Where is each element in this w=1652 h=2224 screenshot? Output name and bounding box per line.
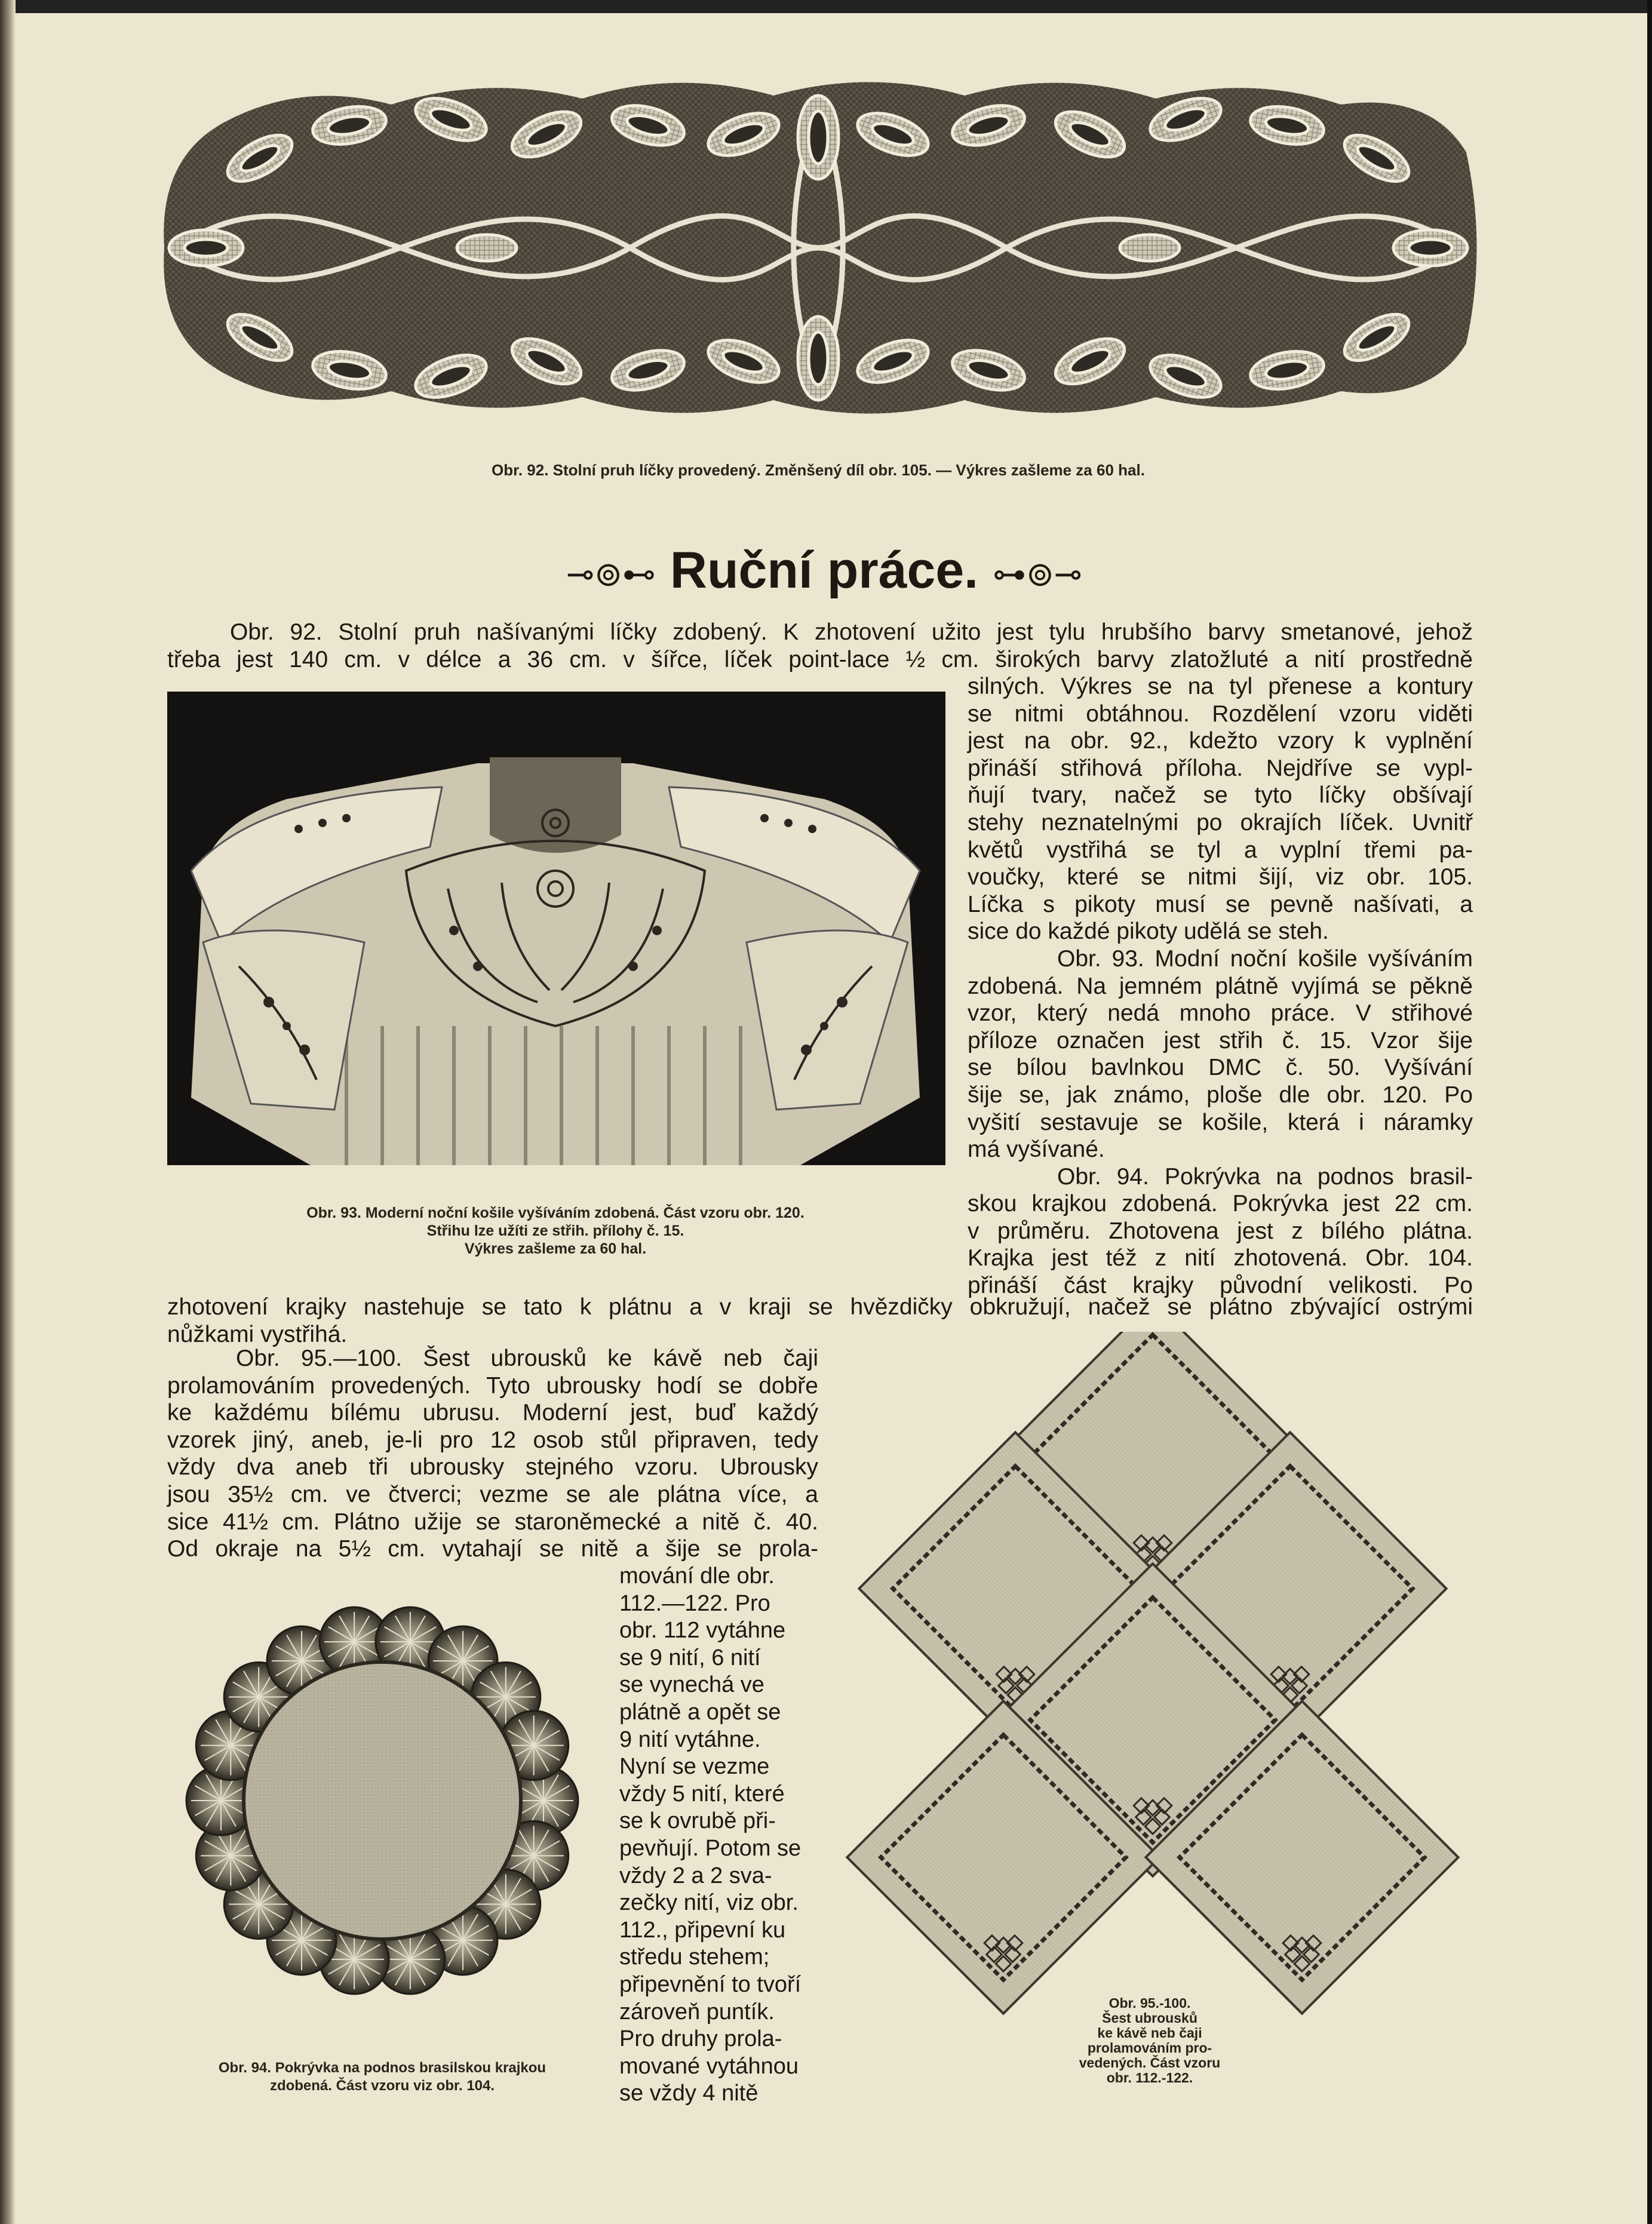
caption-line: Obr. 93. Moderní noční košile vyšíváním zdobená. Část vzoru obr. 120. xyxy=(306,1205,804,1221)
figure-95-100-caption xyxy=(1075,1996,1224,2085)
text-line: se 9 nití, 6 nití xyxy=(619,1645,761,1670)
text-line: se k ovrubě při- xyxy=(619,1808,776,1834)
caption-line: prolamováním pro- xyxy=(1087,2040,1212,2056)
caption-line: Výkres zašleme za 60 hal. xyxy=(464,1240,647,1257)
text-line: Obr. 94. Pokrývka na podnos brasil- xyxy=(1057,1163,1473,1190)
text-line: třeba jest 140 cm. v délce a 36 cm. v šířce, líček point-lace ½ cm. širokých barvy zlatožluté a nití prostředně xyxy=(167,646,1473,672)
text-line: Líčka s pikoty musí se pevně našívati, a xyxy=(968,891,1473,917)
text-line: Obr. 92. Stolní pruh našívanými líčky zdobený. K zhotovení užito jest tylu hrubšího barvy smetanové, jehož xyxy=(230,619,1473,645)
caption-line: Šest ubrousků xyxy=(1102,2010,1197,2026)
text-line: zároveň puntík. xyxy=(619,1999,775,2025)
figure-93-nightgown xyxy=(167,692,945,1165)
text-line: zdobená. Na jemném plátně vyjímá se pěkně xyxy=(968,973,1473,999)
text-line: příloze označen jest střih č. 15. Vzor šije xyxy=(968,1027,1473,1053)
text-line: jest na obr. 92., kdežto vzory k vyplnění xyxy=(968,728,1473,754)
caption-line: Obr. 94. Pokrývka na podnos brasilskou krajkou xyxy=(218,2060,546,2076)
text-line: vzor, který nedá mnoho práce. V střihové xyxy=(968,1000,1473,1027)
text-line: Krajka jest též z nití zhotovená. Obr. 104. xyxy=(968,1245,1473,1271)
text-line: v průměru. Zhotovena jest z bílého plátna. xyxy=(968,1218,1473,1244)
text-line: Od okraje na 5½ cm. vytahají se nitě a šije se prola- xyxy=(167,1536,818,1562)
text-line: šije se, jak známo, ploše dle obr. 120. Po xyxy=(968,1082,1473,1108)
caption-line: zdobená. Část vzoru viz obr. 104. xyxy=(269,2078,495,2094)
ornament-right-icon: ⊶⊚⊸ xyxy=(992,555,1082,593)
text-line: ňují tvary, načež se tyto líčky obšívají xyxy=(968,782,1473,809)
text-line: vždy dva aneb tři ubrousky stejného vzoru. Ubrousky xyxy=(167,1454,818,1480)
figure-93-caption xyxy=(227,1204,884,1258)
text-line: 112., připevní ku xyxy=(619,1917,786,1943)
page-title-text: Ruční práce. xyxy=(670,542,979,599)
text-line: přináší část krajky původní velikosti. Po xyxy=(968,1273,1473,1299)
text-line: přináší střihová příloha. Nejdříve se vypl- xyxy=(968,755,1473,781)
text-line: prolamováním provedených. Tyto ubrousky hodí se dobře xyxy=(167,1372,818,1399)
text-line: se vždy 4 nitě xyxy=(619,2081,759,2106)
text-line: plátně a opět se xyxy=(619,1699,781,1725)
text-line: Nyní se vezme xyxy=(619,1754,770,1780)
text-line: jsou 35½ cm. ve čtverci; vezme se ale plátna více, a xyxy=(167,1481,818,1507)
paragraph-right-column xyxy=(968,673,1473,1300)
text-line: květů vystřihá se tyl a vyplní třemi pa- xyxy=(968,837,1473,863)
text-line: zhotovení krajky nastehuje se tato k plátnu a v kraji se hvězdičky obkružují, načež se plátno zbývající ostrými xyxy=(167,1294,1473,1320)
caption-line: Střihu lze užíti ze střih. přílohy č. 15. xyxy=(426,1222,684,1239)
text-line: se vynechá ve xyxy=(619,1672,764,1698)
text-line: středu stehem; xyxy=(619,1945,770,1970)
scan-right-border xyxy=(1647,0,1652,2224)
text-line: skou krajkou zdobená. Pokrývka jest 22 cm. xyxy=(968,1191,1473,1217)
text-line: sice 41½ cm. Plátno užije se staroněmecké a nitě č. 40. xyxy=(167,1509,818,1535)
text-line: stehy neznatelnými po okrajích líček. Uvnitř xyxy=(968,809,1473,835)
paragraph-left-column xyxy=(167,1345,818,1563)
ornament-left-icon: ⊸⊚⊷ xyxy=(566,555,656,593)
text-line: silných. Výkres se na tyl přenese a kontury xyxy=(968,674,1473,699)
caption-line: vedených. Část vzoru xyxy=(1079,2055,1221,2071)
text-line: mované vytáhnou xyxy=(619,2053,799,2079)
text-line: pevňují. Potom se xyxy=(619,1835,802,1861)
text-line: Pro druhy prola- xyxy=(619,2026,782,2052)
text-line: 112.—122. Pro xyxy=(619,1590,770,1616)
text-line: ke každému bílému ubrusu. Moderní jest, buď každý xyxy=(167,1400,818,1426)
caption-line: ke kávě neb čaji xyxy=(1097,2025,1202,2041)
figure-94-tray-cover xyxy=(176,1586,588,2016)
text-line: nůžkami vystřihá. xyxy=(167,1321,348,1347)
book-spine-shadow xyxy=(0,0,16,2224)
text-line: obr. 112 vytáhne xyxy=(619,1618,786,1644)
text-line: vzorek jiný, aneb, je-li pro 12 osob stůl připraven, tedy xyxy=(167,1427,818,1453)
text-line: se nitmi obtáhnou. Rozdělení vzoru viděti xyxy=(968,701,1473,727)
napkin-stack xyxy=(847,1332,1458,2014)
paragraph-intro xyxy=(167,619,1473,673)
text-line: vždy 2 a 2 sva- xyxy=(619,1863,772,1888)
text-line: vždy 5 nití, které xyxy=(619,1781,785,1807)
figure-92-table-runner xyxy=(152,69,1484,427)
text-line: 9 nití vytáhne. xyxy=(619,1727,761,1752)
text-line: se bílou bavlnkou DMC č. 50. Vyšívání xyxy=(968,1055,1473,1081)
scan-top-border xyxy=(0,0,1652,13)
text-line: Obr. 95.—100. Šest ubrousků ke kávě neb čaji xyxy=(236,1346,818,1371)
caption-line: Obr. 95.-100. xyxy=(1109,1995,1191,2011)
text-line: mování dle obr. xyxy=(619,1563,775,1589)
text-line: zečky nití, viz obr. xyxy=(619,1890,799,1916)
paragraph-narrow-column xyxy=(619,1563,822,2108)
figure-94-caption xyxy=(179,2059,585,2095)
text-line: vyšití sestavuje se košile, která i náramky xyxy=(968,1109,1473,1135)
figure-95-100-napkins xyxy=(836,1332,1469,2084)
page-title xyxy=(538,537,1111,607)
text-line: připevnění to tvoří xyxy=(619,1971,802,1997)
text-line: voučky, které se nitmi šijí, viz obr. 105. xyxy=(968,864,1473,890)
text-line: sice do každé pikoty udělá se steh. xyxy=(968,919,1329,945)
text-line: má vyšívané. xyxy=(968,1136,1105,1163)
figure-92-caption: Obr. 92. Stolní pruh líčky provedený. Změnšený díl obr. 105. — Výkres zašleme za 60 hal. xyxy=(492,461,1145,479)
text-line: Obr. 93. Modní noční košile vyšíváním xyxy=(1057,945,1473,972)
caption-line: obr. 112.-122. xyxy=(1106,2070,1193,2085)
